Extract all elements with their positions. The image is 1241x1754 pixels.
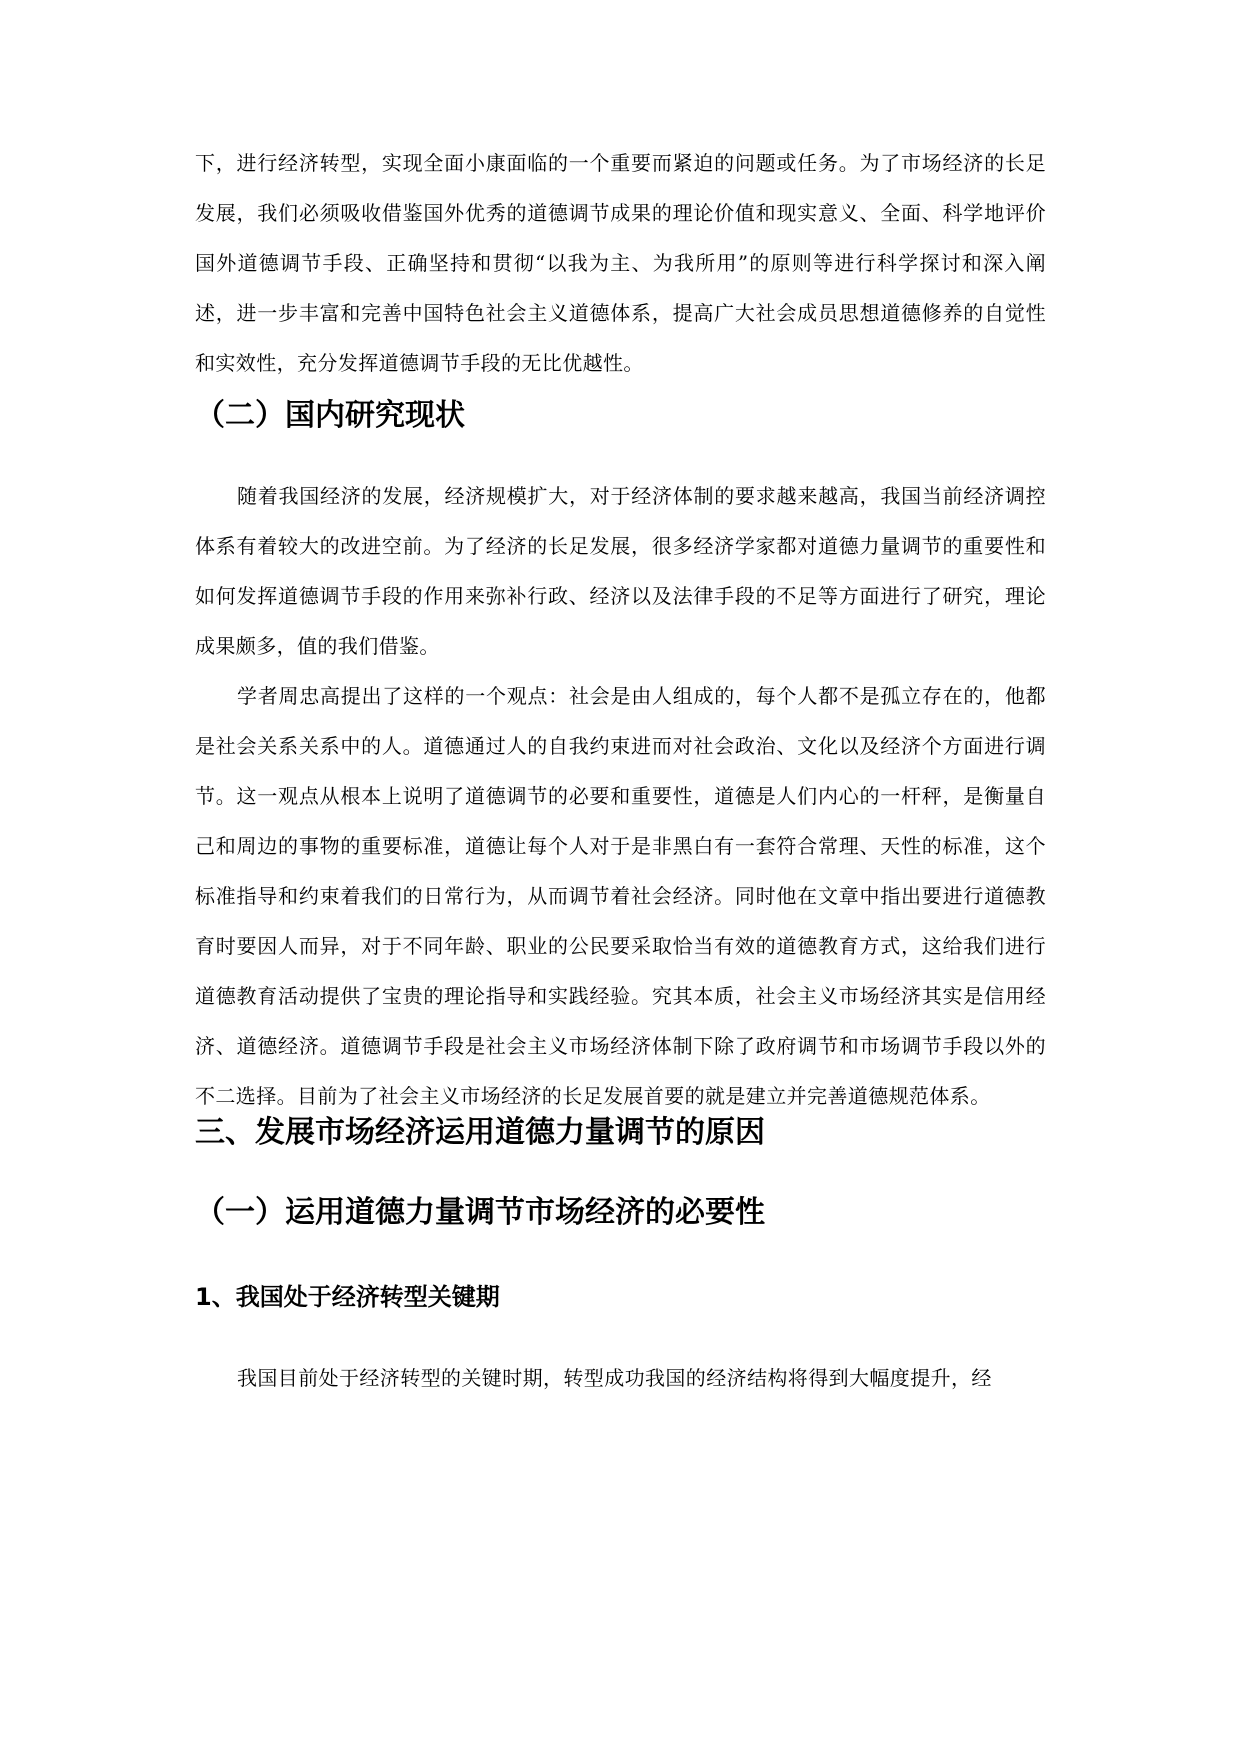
paragraph-domestic-overview: 随着我国经济的发展，经济规模扩大，对于经济体制的要求越来越高，我国当前经济调控体系有着较大的改进空前。为了经济的长足发展，很多经济学家都对道德力量调节的重要性和如何发挥道德调节手段的作用来弥补行政、经济以及法律手段的不足等方面进行了研究，理论成果颇多，值的我们借鉴。 [195,484,1046,658]
paragraph-zhou-zhonggao: 学者周忠高提出了这样的一个观点：社会是由人组成的，每个人都不是孤立存在的，他都是社会关系关系中的人。道德通过人的自我约束进而对社会政治、文化以及经济个方面进行调节。这一观点从根本上说明了道德调节的必要和重要性，道德是人们内心的一杆秤，是衡量自己和周边的事物的重要标准，道德让每个人对于是非黑白有一套符合常理、天性的标准，这个标准指导和约束着我们的日常行为，从而调节着社会经济。同时他在文章中指出要进行道德教育时要因人而异，对于不同年龄、职业的公民要采取恰当有效的道德教育方式，这给我们进行道德教育活动提供了宝贵的理论指导和实践经验。究其本质，社会主义市场经济其实是信用经济、道德经济。道德调节手段是社会主义市场经济体制下除了政府调节和市场调节手段以外的不二选择。目前为了社会主义市场经济的长足发展首要的就是建立并完善道德规范体系。 [195,684,1046,1108]
heading-domestic-research: （二）国内研究现状 [195,398,465,433]
heading-necessity: （一）运用道德力量调节市场经济的必要性 [195,1195,765,1230]
heading-economic-transition: 1、我国处于经济转型关键期 [195,1283,500,1311]
heading-section-three: 三、发展市场经济运用道德力量调节的原因 [195,1115,765,1150]
paragraph-intro-continued: 下，进行经济转型，实现全面小康面临的一个重要而紧迫的问题或任务。为了市场经济的长足发展，我们必须吸收借鉴国外优秀的道德调节成果的理论价值和现实意义、全面、科学地评价国外道德调节手段、正确坚持和贯彻“以我为主、为我所用”的原则等进行科学探讨和深入阐述，进一步丰富和完善中国特色社会主义道德体系，提高广大社会成员思想道德修养的自觉性和实效性，充分发挥道德调节手段的无比优越性。 [195,151,1046,375]
paragraph-transition-start: 我国目前处于经济转型的关键时期，转型成功我国的经济结构将得到大幅度提升，经 [237,1366,992,1390]
